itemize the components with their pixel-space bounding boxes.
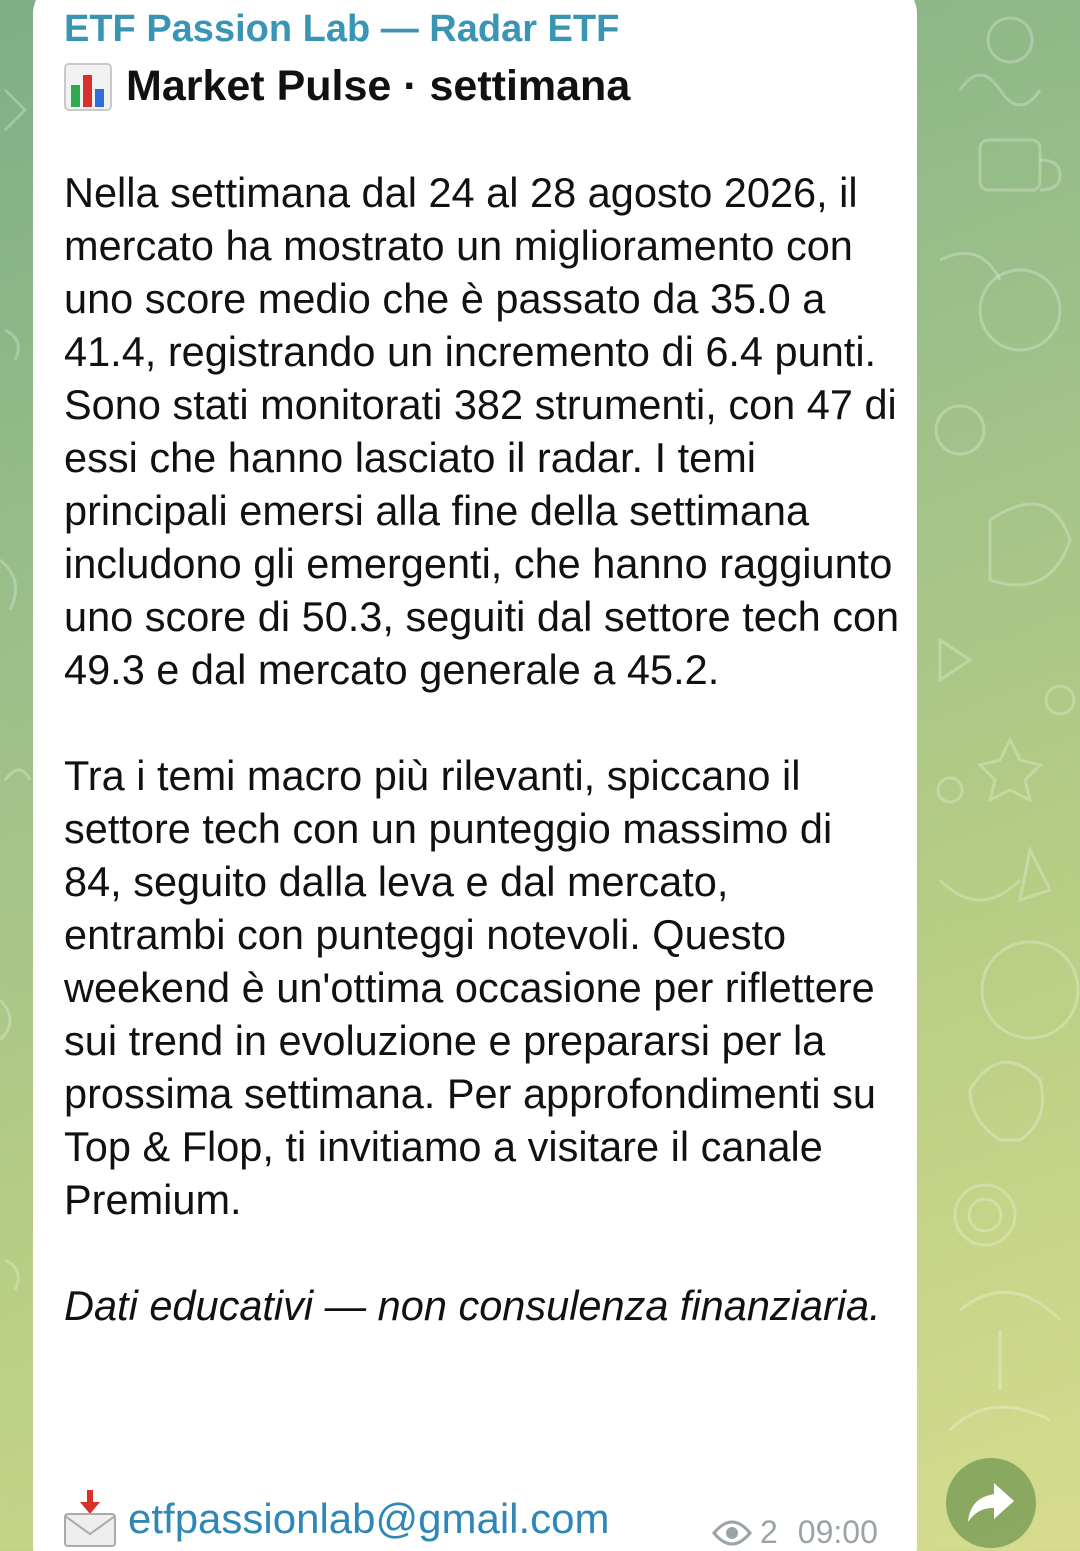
share-arrow-icon bbox=[966, 1481, 1016, 1525]
post-paragraph: Tra i temi macro più rilevanti, spiccano il settore tech con un punteggio massimo di 84, seguito dalla leva e dal mercato, entrambi con punteggi notevoli. Questo weekend è un'ottima occasione per riflettere sui trend in evoluzione e prepararsi per la prossima settimana. Per approfondimenti su Top & Flop, ti invitiamo a visitare il canale Premium. bbox=[64, 752, 876, 1223]
share-button[interactable] bbox=[946, 1458, 1036, 1548]
post-title-row bbox=[64, 62, 630, 111]
disclaimer-text: Dati educativi — non consulenza finanziaria. bbox=[64, 1282, 881, 1329]
eye-icon bbox=[712, 1519, 752, 1547]
incoming-envelope-emoji-icon bbox=[62, 1490, 118, 1548]
bar-chart-emoji-icon bbox=[64, 63, 112, 111]
post-title: Market Pulse · settimana bbox=[126, 62, 631, 110]
channel-name[interactable]: ETF Passion Lab — Radar ETF bbox=[64, 8, 620, 50]
email-row bbox=[62, 1490, 610, 1548]
post-paragraph: Nella settimana dal 24 al 28 agosto 2026, il mercato ha mostrato un miglioramento con uno score medio che è passato da 35.0 a 41.4, registrando un incremento di 6.4 punti. Sono stati monitorati 382 strumenti, con 47 di essi che hanno lasciato il radar. I temi principali emersi alla fine della settimana includono gli emergenti, che hanno raggiunto uno score di 50.3, seguiti dal settore tech con 49.3 e dal mercato generale a 45.2. bbox=[64, 169, 900, 693]
paragraph-spacer bbox=[64, 696, 900, 749]
email-link[interactable]: etfpassionlab@gmail.com bbox=[128, 1495, 610, 1542]
message-time: 09:00 bbox=[797, 1514, 878, 1550]
post-body bbox=[64, 166, 900, 1332]
message-meta bbox=[712, 1514, 878, 1551]
paragraph-spacer bbox=[64, 1226, 900, 1279]
view-count: 2 bbox=[760, 1514, 778, 1550]
